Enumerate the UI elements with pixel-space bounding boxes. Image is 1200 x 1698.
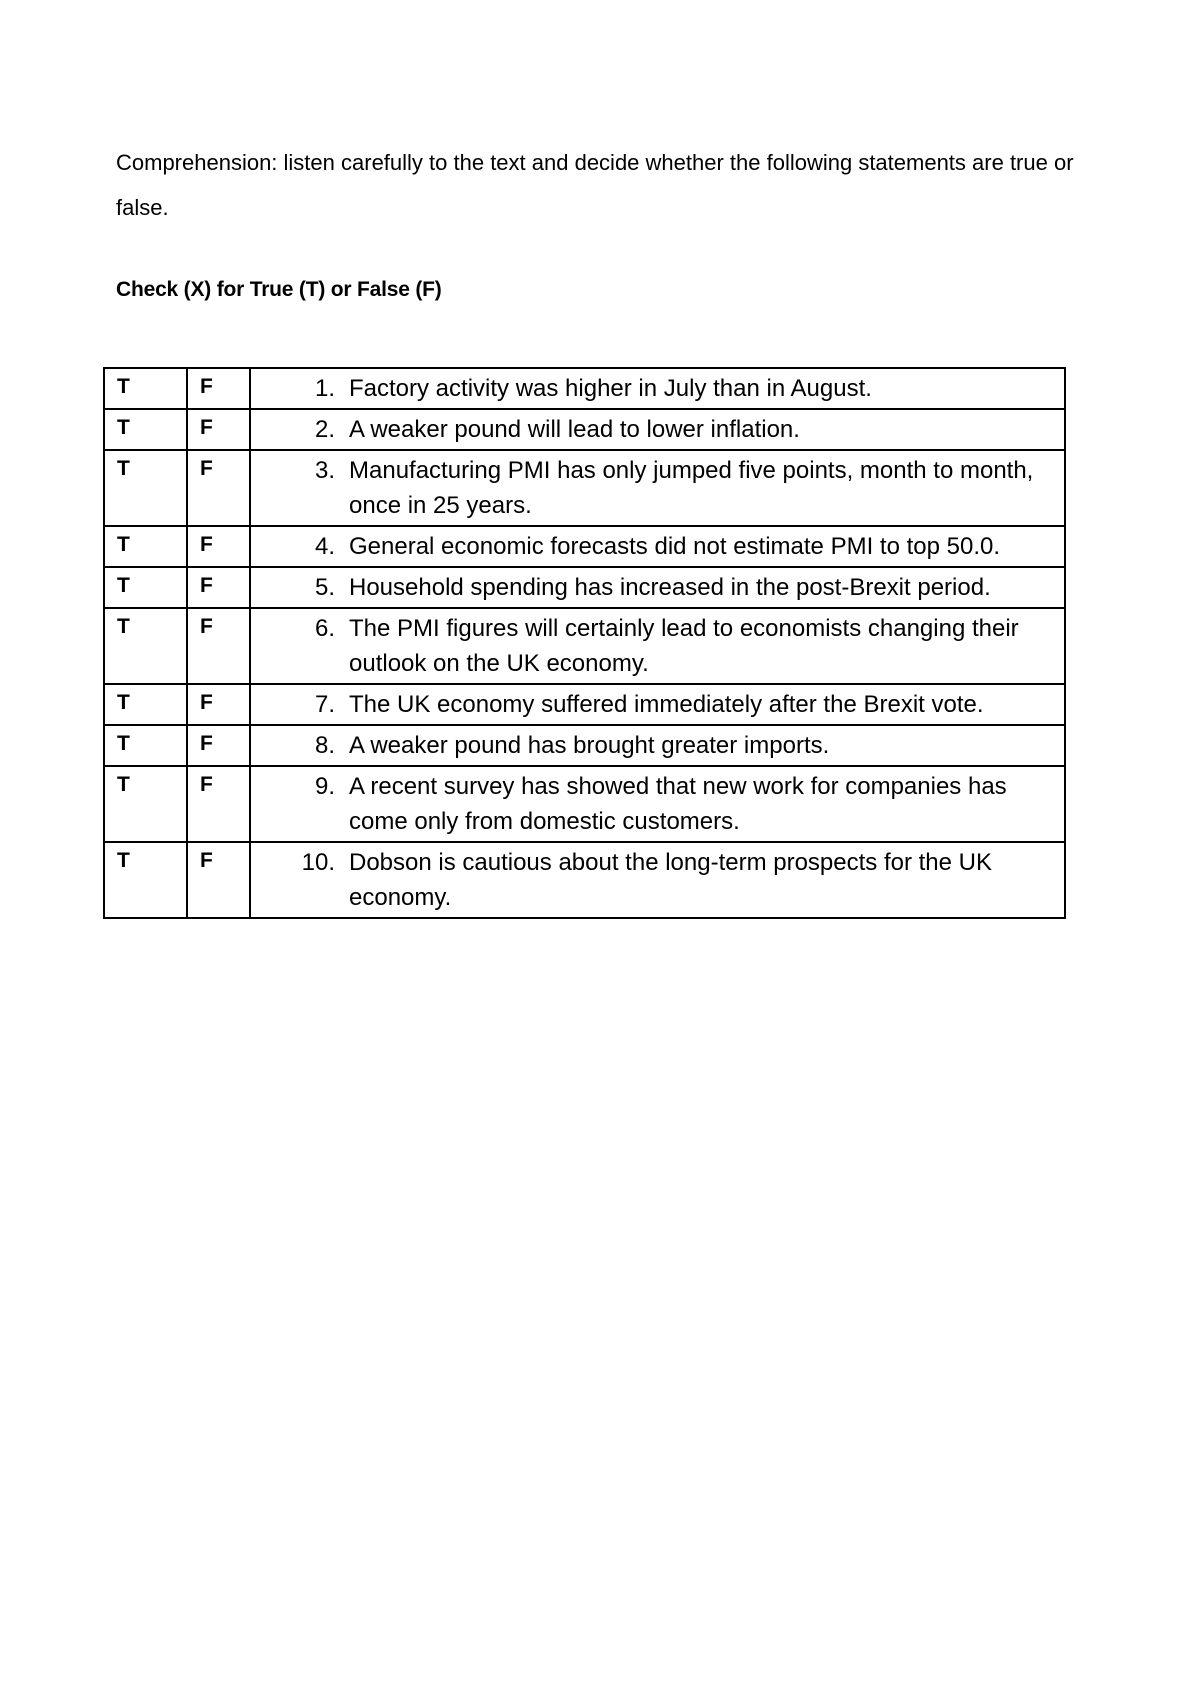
- statement-cell: [250, 684, 1065, 725]
- statement-number: 8.: [314, 732, 335, 759]
- statement-text: Factory activity was higher in July than in August.: [349, 375, 872, 402]
- false-cell[interactable]: F: [187, 766, 250, 842]
- false-cell[interactable]: F: [187, 526, 250, 567]
- table-row: [104, 684, 1065, 725]
- statement-cell: [250, 526, 1065, 567]
- statement-text: A weaker pound has brought greater imports.: [349, 732, 830, 759]
- statement-cell: [250, 409, 1065, 450]
- instructions-text: Comprehension: listen carefully to the text and decide whether the following statements are true or false.: [116, 150, 1074, 220]
- statement-text: A weaker pound will lead to lower inflation.: [349, 416, 800, 443]
- true-cell[interactable]: T: [104, 684, 187, 725]
- statement-cell: [250, 608, 1065, 684]
- true-cell[interactable]: T: [104, 450, 187, 526]
- false-cell[interactable]: F: [187, 368, 250, 409]
- statement-text: General economic forecasts did not estimate PMI to top 50.0.: [349, 533, 1000, 560]
- statement-text: Household spending has increased in the post-Brexit period.: [349, 574, 991, 601]
- false-cell[interactable]: F: [187, 842, 250, 918]
- true-cell[interactable]: T: [104, 725, 187, 766]
- true-cell[interactable]: T: [104, 766, 187, 842]
- table-row: [104, 567, 1065, 608]
- statement-text: Manufacturing PMI has only jumped five points, month to month, once in 25 years.: [349, 457, 1034, 519]
- statement-number: 2.: [314, 416, 335, 443]
- statement-number: 9.: [314, 773, 335, 800]
- statement-cell: [250, 725, 1065, 766]
- table-row: [104, 526, 1065, 567]
- false-cell[interactable]: F: [187, 684, 250, 725]
- false-cell[interactable]: F: [187, 608, 250, 684]
- table-row: [104, 450, 1065, 526]
- statement-cell: [250, 450, 1065, 526]
- false-cell[interactable]: F: [187, 567, 250, 608]
- true-cell[interactable]: T: [104, 842, 187, 918]
- statement-cell: [250, 842, 1065, 918]
- statement-text: A recent survey has showed that new work for companies has come only from domestic customers.: [349, 773, 1007, 835]
- statement-number: 7.: [314, 691, 335, 718]
- statement-number: 3.: [314, 457, 335, 484]
- table-row: [104, 368, 1065, 409]
- statement-number: 4.: [314, 533, 335, 560]
- true-cell[interactable]: T: [104, 409, 187, 450]
- table-row: [104, 409, 1065, 450]
- true-cell[interactable]: T: [104, 368, 187, 409]
- false-cell[interactable]: F: [187, 725, 250, 766]
- true-cell[interactable]: T: [104, 608, 187, 684]
- table-row: [104, 725, 1065, 766]
- statement-number: 1.: [314, 375, 335, 402]
- statement-cell: [250, 368, 1065, 409]
- table-row: [104, 608, 1065, 684]
- true-cell[interactable]: T: [104, 567, 187, 608]
- check-heading: Check (X) for True (T) or False (F): [116, 278, 442, 301]
- statement-number: 6.: [314, 615, 335, 642]
- statement-text: The UK economy suffered immediately after the Brexit vote.: [349, 691, 984, 718]
- statement-cell: [250, 766, 1065, 842]
- statement-cell: [250, 567, 1065, 608]
- statement-number: 10.: [301, 849, 335, 876]
- true-cell[interactable]: T: [104, 526, 187, 567]
- statement-text: The PMI figures will certainly lead to economists changing their outlook on the UK economy.: [349, 615, 1019, 677]
- false-cell[interactable]: F: [187, 409, 250, 450]
- false-cell[interactable]: F: [187, 450, 250, 526]
- table-row: [104, 766, 1065, 842]
- true-false-table: [103, 367, 1066, 919]
- statement-text: Dobson is cautious about the long-term prospects for the UK economy.: [349, 849, 993, 911]
- table-row: [104, 842, 1065, 918]
- statement-number: 5.: [314, 574, 335, 601]
